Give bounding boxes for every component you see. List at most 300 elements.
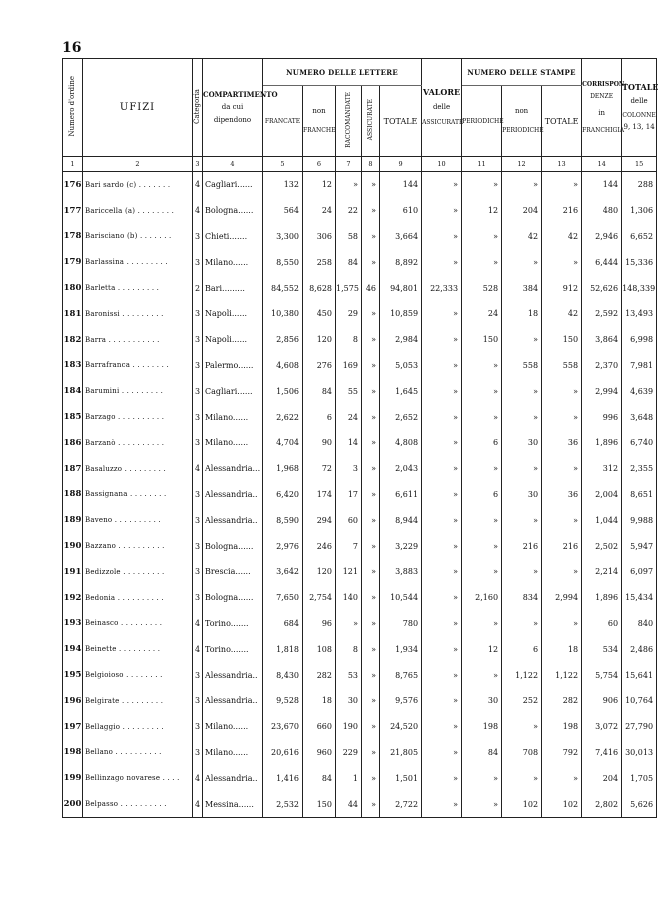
totale-colonne-cell: 15,434 xyxy=(622,585,657,611)
table-row xyxy=(63,688,657,714)
corrispondenze-franchigia-cell: 1,896 xyxy=(582,585,622,611)
periodiche-cell: 84 xyxy=(462,740,502,766)
raccomandate-cell: 24 xyxy=(336,404,362,430)
office-name-cell: Beinette . . . . . . . . . xyxy=(83,636,193,662)
page-number: 16 xyxy=(62,40,82,56)
compartment-cell: Brescia...... xyxy=(203,559,263,585)
office-name-cell: Belpasso . . . . . . . . . . xyxy=(83,791,193,817)
table-row xyxy=(63,378,657,404)
totale-colonne-cell: 840 xyxy=(622,611,657,637)
non-franche-cell: 90 xyxy=(303,430,336,456)
category-cell: 3 xyxy=(193,714,203,740)
corrispondenze-franchigia-cell: 1,896 xyxy=(582,430,622,456)
totale-lettere-cell: 2,722 xyxy=(380,791,422,817)
non-franche-cell: 246 xyxy=(303,533,336,559)
francate-cell: 564 xyxy=(263,198,303,224)
compartment-cell: Napoli...... xyxy=(203,301,263,327)
assicurate-cell: » xyxy=(362,482,380,508)
non-periodiche-cell: 708 xyxy=(502,740,542,766)
francate-cell: 8,590 xyxy=(263,507,303,533)
totale-lettere-cell: 2,043 xyxy=(380,456,422,482)
category-cell: 3 xyxy=(193,327,203,353)
header-totale-finale-line1: TOTALE xyxy=(622,82,658,92)
francate-cell: 1,968 xyxy=(263,456,303,482)
column-number: 11 xyxy=(462,157,502,172)
non-franche-cell: 120 xyxy=(303,559,336,585)
row-index-cell: 188 xyxy=(63,482,83,508)
totale-lettere-cell: 2,652 xyxy=(380,404,422,430)
francate-cell: 8,430 xyxy=(263,662,303,688)
table-row xyxy=(63,327,657,353)
totale-stampe-cell: » xyxy=(542,611,582,637)
valore-assicurate-cell: » xyxy=(422,404,462,430)
office-name-cell: Bellano . . . . . . . . . . xyxy=(83,740,193,766)
corrispondenze-franchigia-cell: 144 xyxy=(582,172,622,198)
francate-cell: 4,608 xyxy=(263,353,303,379)
raccomandate-cell: 7 xyxy=(336,533,362,559)
assicurate-cell: » xyxy=(362,456,380,482)
totale-stampe-cell: 36 xyxy=(542,482,582,508)
row-index-cell: 189 xyxy=(63,507,83,533)
header-ufizi: UFIZI xyxy=(83,59,193,157)
corrispondenze-franchigia-cell: 52,626 xyxy=(582,275,622,301)
raccomandate-cell: » xyxy=(336,611,362,637)
totale-lettere-cell: 3,664 xyxy=(380,224,422,250)
raccomandate-cell: 22 xyxy=(336,198,362,224)
table-row xyxy=(63,301,657,327)
francate-cell: 2,622 xyxy=(263,404,303,430)
raccomandate-cell: 17 xyxy=(336,482,362,508)
table-row xyxy=(63,275,657,301)
totale-colonne-cell: 15,641 xyxy=(622,662,657,688)
raccomandate-cell: 1 xyxy=(336,765,362,791)
valore-assicurate-cell: » xyxy=(422,585,462,611)
compartment-cell: Milano...... xyxy=(203,740,263,766)
non-periodiche-cell: » xyxy=(502,765,542,791)
row-index-cell: 200 xyxy=(63,791,83,817)
non-periodiche-cell: 6 xyxy=(502,636,542,662)
raccomandate-cell: 53 xyxy=(336,662,362,688)
compartment-cell: Bologna...... xyxy=(203,585,263,611)
periodiche-cell: 24 xyxy=(462,301,502,327)
header-lettere-group: NUMERO DELLE LETTERE xyxy=(263,59,422,86)
assicurate-cell: » xyxy=(362,559,380,585)
header-non-franche-line2: FRANCHE xyxy=(303,127,336,134)
non-periodiche-cell: 42 xyxy=(502,224,542,250)
non-periodiche-cell: 384 xyxy=(502,275,542,301)
corrispondenze-franchigia-cell: 2,802 xyxy=(582,791,622,817)
raccomandate-cell: 190 xyxy=(336,714,362,740)
totale-colonne-cell: 148,339 xyxy=(622,275,657,301)
table-row xyxy=(63,249,657,275)
francate-cell: 132 xyxy=(263,172,303,198)
totale-stampe-cell: 558 xyxy=(542,353,582,379)
category-cell: 3 xyxy=(193,482,203,508)
periodiche-cell: » xyxy=(462,533,502,559)
assicurate-cell: » xyxy=(362,249,380,275)
raccomandate-cell: 84 xyxy=(336,249,362,275)
totale-lettere-cell: 1,645 xyxy=(380,378,422,404)
totale-colonne-cell: 4,639 xyxy=(622,378,657,404)
header-corrispondenze-line3: in xyxy=(598,109,605,117)
header-non-franche xyxy=(303,86,336,157)
totale-stampe-cell: 216 xyxy=(542,533,582,559)
assicurate-cell: » xyxy=(362,791,380,817)
totale-colonne-cell: 8,651 xyxy=(622,482,657,508)
table-row xyxy=(63,791,657,817)
office-name-cell: Barisciano (b) . . . . . . . xyxy=(83,224,193,250)
office-name-cell: Basaluzzo . . . . . . . . . xyxy=(83,456,193,482)
row-index-cell: 179 xyxy=(63,249,83,275)
row-index-cell: 180 xyxy=(63,275,83,301)
totale-stampe-cell: 42 xyxy=(542,301,582,327)
corrispondenze-franchigia-cell: 906 xyxy=(582,688,622,714)
corrispondenze-franchigia-cell: 3,072 xyxy=(582,714,622,740)
table-row xyxy=(63,507,657,533)
table-row xyxy=(63,198,657,224)
statistics-table xyxy=(62,58,656,832)
category-cell: 3 xyxy=(193,249,203,275)
office-name-cell: Barzago . . . . . . . . . . xyxy=(83,404,193,430)
table-row xyxy=(63,404,657,430)
office-name-cell: Barra . . . . . . . . . . . xyxy=(83,327,193,353)
non-franche-cell: 276 xyxy=(303,353,336,379)
raccomandate-cell: 14 xyxy=(336,430,362,456)
totale-stampe-cell: 2,994 xyxy=(542,585,582,611)
totale-colonne-cell: 2,486 xyxy=(622,636,657,662)
totale-colonne-cell: 1,306 xyxy=(622,198,657,224)
totale-colonne-cell: 6,097 xyxy=(622,559,657,585)
non-franche-cell: 2,754 xyxy=(303,585,336,611)
office-name-cell: Barletta . . . . . . . . . xyxy=(83,275,193,301)
francate-cell: 1,506 xyxy=(263,378,303,404)
assicurate-cell: » xyxy=(362,301,380,327)
row-index-cell: 184 xyxy=(63,378,83,404)
periodiche-cell: » xyxy=(462,224,502,250)
totale-lettere-cell: 10,859 xyxy=(380,301,422,327)
non-periodiche-cell: » xyxy=(502,327,542,353)
francate-cell: 6,420 xyxy=(263,482,303,508)
office-name-cell: Barumini . . . . . . . . . xyxy=(83,378,193,404)
periodiche-cell: » xyxy=(462,404,502,430)
valore-assicurate-cell: » xyxy=(422,353,462,379)
corrispondenze-franchigia-cell: 2,994 xyxy=(582,378,622,404)
non-franche-cell: 960 xyxy=(303,740,336,766)
non-periodiche-cell: 558 xyxy=(502,353,542,379)
compartment-cell: Milano...... xyxy=(203,714,263,740)
header-corrispondenze-line4: FRANCHIGIA xyxy=(582,127,625,134)
category-cell: 3 xyxy=(193,301,203,327)
compartment-cell: Alessandria.. xyxy=(203,765,263,791)
totale-lettere-cell: 780 xyxy=(380,611,422,637)
raccomandate-cell: 55 xyxy=(336,378,362,404)
non-franche-cell: 96 xyxy=(303,611,336,637)
corrispondenze-franchigia-cell: 3,864 xyxy=(582,327,622,353)
totale-colonne-cell: 1,705 xyxy=(622,765,657,791)
non-periodiche-cell: » xyxy=(502,611,542,637)
totale-lettere-cell: 8,944 xyxy=(380,507,422,533)
totale-lettere-cell: 8,765 xyxy=(380,662,422,688)
office-name-cell: Beinasco . . . . . . . . . xyxy=(83,611,193,637)
periodiche-cell: » xyxy=(462,611,502,637)
francate-cell: 3,300 xyxy=(263,224,303,250)
corrispondenze-franchigia-cell: 2,004 xyxy=(582,482,622,508)
raccomandate-cell: 121 xyxy=(336,559,362,585)
row-index-cell: 178 xyxy=(63,224,83,250)
valore-assicurate-cell: » xyxy=(422,791,462,817)
office-name-cell: Bassignana . . . . . . . . xyxy=(83,482,193,508)
row-index-cell: 193 xyxy=(63,611,83,637)
non-franche-cell: 12 xyxy=(303,172,336,198)
francate-cell: 2,976 xyxy=(263,533,303,559)
assicurate-cell: » xyxy=(362,404,380,430)
category-cell: 4 xyxy=(193,611,203,637)
non-franche-cell: 72 xyxy=(303,456,336,482)
header-totale-stampe: TOTALE xyxy=(542,86,582,157)
header-assicurate: ASSICURATE xyxy=(362,86,380,157)
category-cell: 3 xyxy=(193,585,203,611)
office-name-cell: Belgioioso . . . . . . . . xyxy=(83,662,193,688)
table-row xyxy=(63,714,657,740)
valore-assicurate-cell: » xyxy=(422,714,462,740)
category-cell: 3 xyxy=(193,378,203,404)
non-periodiche-cell: 204 xyxy=(502,198,542,224)
totale-colonne-cell: 6,740 xyxy=(622,430,657,456)
corrispondenze-franchigia-cell: 1,044 xyxy=(582,507,622,533)
column-number: 8 xyxy=(362,157,380,172)
non-franche-cell: 24 xyxy=(303,198,336,224)
totale-stampe-cell: » xyxy=(542,456,582,482)
corrispondenze-franchigia-cell: 6,444 xyxy=(582,249,622,275)
non-franche-cell: 282 xyxy=(303,662,336,688)
totale-lettere-cell: 1,934 xyxy=(380,636,422,662)
valore-assicurate-cell: » xyxy=(422,327,462,353)
compartment-cell: Torino....... xyxy=(203,636,263,662)
category-cell: 4 xyxy=(193,636,203,662)
totale-colonne-cell: 3,648 xyxy=(622,404,657,430)
totale-lettere-cell: 610 xyxy=(380,198,422,224)
non-periodiche-cell: 18 xyxy=(502,301,542,327)
office-name-cell: Bazzano . . . . . . . . . . xyxy=(83,533,193,559)
periodiche-cell: » xyxy=(462,353,502,379)
header-totale-finale-line2: delle xyxy=(630,97,648,105)
row-index-cell: 190 xyxy=(63,533,83,559)
raccomandate-cell: » xyxy=(336,172,362,198)
table-row xyxy=(63,765,657,791)
raccomandate-cell: 44 xyxy=(336,791,362,817)
assicurate-cell: » xyxy=(362,636,380,662)
non-periodiche-cell: 216 xyxy=(502,533,542,559)
header-valore-line2: delle xyxy=(432,103,451,111)
header-valore xyxy=(422,59,462,157)
raccomandate-cell: 140 xyxy=(336,585,362,611)
category-cell: 3 xyxy=(193,533,203,559)
non-periodiche-cell: » xyxy=(502,378,542,404)
office-name-cell: Bedizzole . . . . . . . . . xyxy=(83,559,193,585)
non-franche-cell: 174 xyxy=(303,482,336,508)
valore-assicurate-cell: » xyxy=(422,507,462,533)
row-index-cell: 177 xyxy=(63,198,83,224)
totale-stampe-cell: 18 xyxy=(542,636,582,662)
assicurate-cell: » xyxy=(362,611,380,637)
totale-colonne-cell: 5,947 xyxy=(622,533,657,559)
non-franche-cell: 660 xyxy=(303,714,336,740)
header-francate: FRANCATE xyxy=(263,86,303,157)
totale-lettere-cell: 10,544 xyxy=(380,585,422,611)
table-row xyxy=(63,430,657,456)
periodiche-cell: » xyxy=(462,662,502,688)
row-index-cell: 197 xyxy=(63,714,83,740)
header-compartimento-line1: COMPARTIMENTO xyxy=(203,90,278,99)
raccomandate-cell: 169 xyxy=(336,353,362,379)
compartment-cell: Torino....... xyxy=(203,611,263,637)
totale-stampe-cell: 42 xyxy=(542,224,582,250)
compartment-cell: Milano...... xyxy=(203,430,263,456)
category-cell: 3 xyxy=(193,740,203,766)
non-periodiche-cell: » xyxy=(502,456,542,482)
office-name-cell: Bellaggio . . . . . . . . . xyxy=(83,714,193,740)
assicurate-cell: » xyxy=(362,327,380,353)
periodiche-cell: » xyxy=(462,791,502,817)
row-index-cell: 191 xyxy=(63,559,83,585)
header-compartimento-line3: dipendono xyxy=(213,116,252,124)
valore-assicurate-cell: » xyxy=(422,198,462,224)
valore-assicurate-cell: » xyxy=(422,765,462,791)
non-franche-cell: 6 xyxy=(303,404,336,430)
periodiche-cell: » xyxy=(462,456,502,482)
totale-stampe-cell: 102 xyxy=(542,791,582,817)
francate-cell: 9,528 xyxy=(263,688,303,714)
periodiche-cell: » xyxy=(462,559,502,585)
raccomandate-cell: 8 xyxy=(336,327,362,353)
row-index-cell: 199 xyxy=(63,765,83,791)
assicurate-cell: » xyxy=(362,198,380,224)
row-index-cell: 186 xyxy=(63,430,83,456)
raccomandate-cell: 1,575 xyxy=(336,275,362,301)
column-number: 9 xyxy=(380,157,422,172)
header-non-periodiche-line2: PERIODICHE xyxy=(502,127,544,134)
column-number: 10 xyxy=(422,157,462,172)
non-periodiche-cell: » xyxy=(502,714,542,740)
non-periodiche-cell: 102 xyxy=(502,791,542,817)
periodiche-cell: 198 xyxy=(462,714,502,740)
compartment-cell: Messina...... xyxy=(203,791,263,817)
non-periodiche-cell: » xyxy=(502,249,542,275)
non-franche-cell: 450 xyxy=(303,301,336,327)
totale-stampe-cell: 282 xyxy=(542,688,582,714)
column-number: 1 xyxy=(63,157,83,172)
corrispondenze-franchigia-cell: 7,416 xyxy=(582,740,622,766)
header-valore-line1: VALORE xyxy=(422,87,461,97)
non-franche-cell: 108 xyxy=(303,636,336,662)
table-row xyxy=(63,172,657,198)
periodiche-cell: 150 xyxy=(462,327,502,353)
compartment-cell: Alessandria... xyxy=(203,456,263,482)
category-cell: 3 xyxy=(193,688,203,714)
francate-cell: 8,550 xyxy=(263,249,303,275)
corrispondenze-franchigia-cell: 5,754 xyxy=(582,662,622,688)
row-index-cell: 185 xyxy=(63,404,83,430)
column-number: 12 xyxy=(502,157,542,172)
francate-cell: 1,416 xyxy=(263,765,303,791)
totale-lettere-cell: 21,805 xyxy=(380,740,422,766)
category-cell: 3 xyxy=(193,404,203,430)
table-row xyxy=(63,353,657,379)
header-totale-finale xyxy=(622,59,657,157)
valore-assicurate-cell: » xyxy=(422,636,462,662)
row-index-cell: 194 xyxy=(63,636,83,662)
non-franche-cell: 8,628 xyxy=(303,275,336,301)
corrispondenze-franchigia-cell: 2,502 xyxy=(582,533,622,559)
non-periodiche-cell: 252 xyxy=(502,688,542,714)
column-number: 13 xyxy=(542,157,582,172)
office-name-cell: Bari sardo (c) . . . . . . . xyxy=(83,172,193,198)
assicurate-cell: » xyxy=(362,353,380,379)
totale-stampe-cell: » xyxy=(542,378,582,404)
totale-stampe-cell: » xyxy=(542,249,582,275)
valore-assicurate-cell: » xyxy=(422,456,462,482)
category-cell: 4 xyxy=(193,198,203,224)
compartment-cell: Milano...... xyxy=(203,249,263,275)
assicurate-cell: » xyxy=(362,765,380,791)
periodiche-cell: » xyxy=(462,249,502,275)
valore-assicurate-cell: » xyxy=(422,559,462,585)
office-name-cell: Barzanò . . . . . . . . . . xyxy=(83,430,193,456)
category-cell: 3 xyxy=(193,507,203,533)
category-cell: 4 xyxy=(193,172,203,198)
assicurate-cell: 46 xyxy=(362,275,380,301)
header-totale-lettere: TOTALE xyxy=(380,86,422,157)
non-periodiche-cell: 1,122 xyxy=(502,662,542,688)
column-number: 3 xyxy=(193,157,203,172)
totale-lettere-cell: 3,229 xyxy=(380,533,422,559)
periodiche-cell: 6 xyxy=(462,482,502,508)
row-index-cell: 192 xyxy=(63,585,83,611)
totale-lettere-cell: 1,501 xyxy=(380,765,422,791)
assicurate-cell: » xyxy=(362,172,380,198)
raccomandate-cell: 60 xyxy=(336,507,362,533)
office-name-cell: Belgirate . . . . . . . . . xyxy=(83,688,193,714)
valore-assicurate-cell: » xyxy=(422,301,462,327)
row-index-cell: 187 xyxy=(63,456,83,482)
non-periodiche-cell: 834 xyxy=(502,585,542,611)
table-row xyxy=(63,482,657,508)
corrispondenze-franchigia-cell: 312 xyxy=(582,456,622,482)
table-row xyxy=(63,585,657,611)
francate-cell: 7,650 xyxy=(263,585,303,611)
totale-stampe-cell: » xyxy=(542,765,582,791)
column-number: 5 xyxy=(263,157,303,172)
category-cell: 4 xyxy=(193,765,203,791)
column-number: 7 xyxy=(336,157,362,172)
totale-lettere-cell: 5,053 xyxy=(380,353,422,379)
compartment-cell: Alessandria.. xyxy=(203,662,263,688)
assicurate-cell: » xyxy=(362,714,380,740)
valore-assicurate-cell: » xyxy=(422,611,462,637)
compartment-cell: Alessandria.. xyxy=(203,507,263,533)
totale-colonne-cell: 6,652 xyxy=(622,224,657,250)
assicurate-cell: » xyxy=(362,662,380,688)
table-row xyxy=(63,224,657,250)
assicurate-cell: » xyxy=(362,740,380,766)
office-name-cell: Bariccella (a) . . . . . . . . xyxy=(83,198,193,224)
non-periodiche-cell: » xyxy=(502,559,542,585)
header-periodiche: PERIODICHE xyxy=(462,86,502,157)
assicurate-cell: » xyxy=(362,430,380,456)
corrispondenze-franchigia-cell: 2,214 xyxy=(582,559,622,585)
raccomandate-cell: 30 xyxy=(336,688,362,714)
category-cell: 3 xyxy=(193,224,203,250)
